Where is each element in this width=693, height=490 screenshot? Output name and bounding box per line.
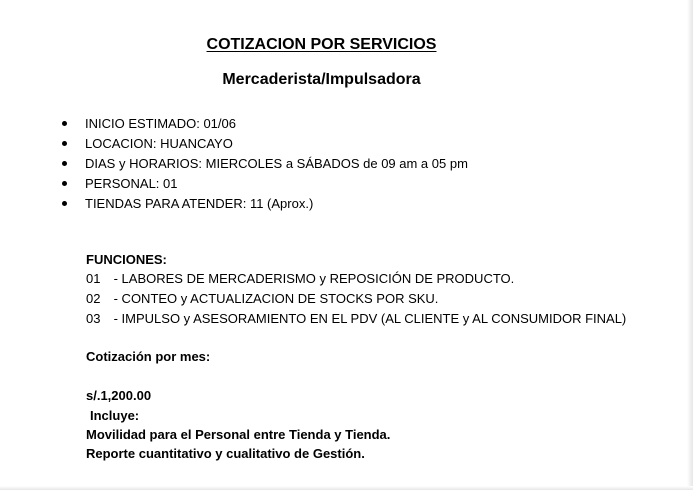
function-number: 03 xyxy=(86,311,101,326)
function-item xyxy=(86,309,626,329)
function-number: 01 xyxy=(86,271,101,286)
function-text: - IMPULSO y ASESORAMIENTO EN EL PDV (AL CLIENTE y AL CONSUMIDOR FINAL) xyxy=(110,311,627,326)
detail-item-staff xyxy=(62,174,468,194)
detail-text: DIAS y HORARIOS: MIERCOLES a SÁBADOS de 09 am a 05 pm xyxy=(85,156,468,171)
document-title: COTIZACION POR SERVICIOS xyxy=(206,36,437,53)
includes-label: Incluye: xyxy=(90,408,140,423)
detail-item-start xyxy=(62,114,468,134)
functions-list xyxy=(86,269,626,329)
page-edge-shadow xyxy=(0,486,693,490)
include-item: Reporte cuantitativo y cualitativo de Gestión. xyxy=(86,446,365,461)
page-edge-shadow xyxy=(687,0,693,490)
bullet-icon xyxy=(62,141,67,146)
bullet-icon xyxy=(62,181,67,186)
functions-heading: FUNCIONES: xyxy=(86,252,167,267)
function-item xyxy=(86,289,626,309)
bullet-icon xyxy=(62,121,67,126)
function-item xyxy=(86,269,626,289)
detail-item-schedule xyxy=(62,154,468,174)
function-text: - LABORES DE MERCADERISMO y REPOSICIÓN DE PRODUCTO. xyxy=(110,271,515,286)
document-subtitle: Mercaderista/Impulsadora xyxy=(222,71,421,88)
price-value: s/.1,200.00 xyxy=(86,388,152,403)
detail-text: PERSONAL: 01 xyxy=(85,176,178,191)
service-details-list xyxy=(62,114,468,214)
detail-text: INICIO ESTIMADO: 01/06 xyxy=(85,116,236,131)
detail-text: TIENDAS PARA ATENDER: 11 (Aprox.) xyxy=(85,196,314,211)
bullet-icon xyxy=(62,161,67,166)
detail-item-stores xyxy=(62,194,468,214)
quote-heading: Cotización por mes: xyxy=(86,349,211,364)
detail-item-location xyxy=(62,134,468,154)
function-text: - CONTEO y ACTUALIZACION DE STOCKS POR SKU. xyxy=(110,291,439,306)
function-number: 02 xyxy=(86,291,101,306)
bullet-icon xyxy=(62,201,67,206)
include-item: Movilidad para el Personal entre Tienda y Tienda. xyxy=(86,427,391,442)
detail-text: LOCACION: HUANCAYO xyxy=(85,136,233,151)
